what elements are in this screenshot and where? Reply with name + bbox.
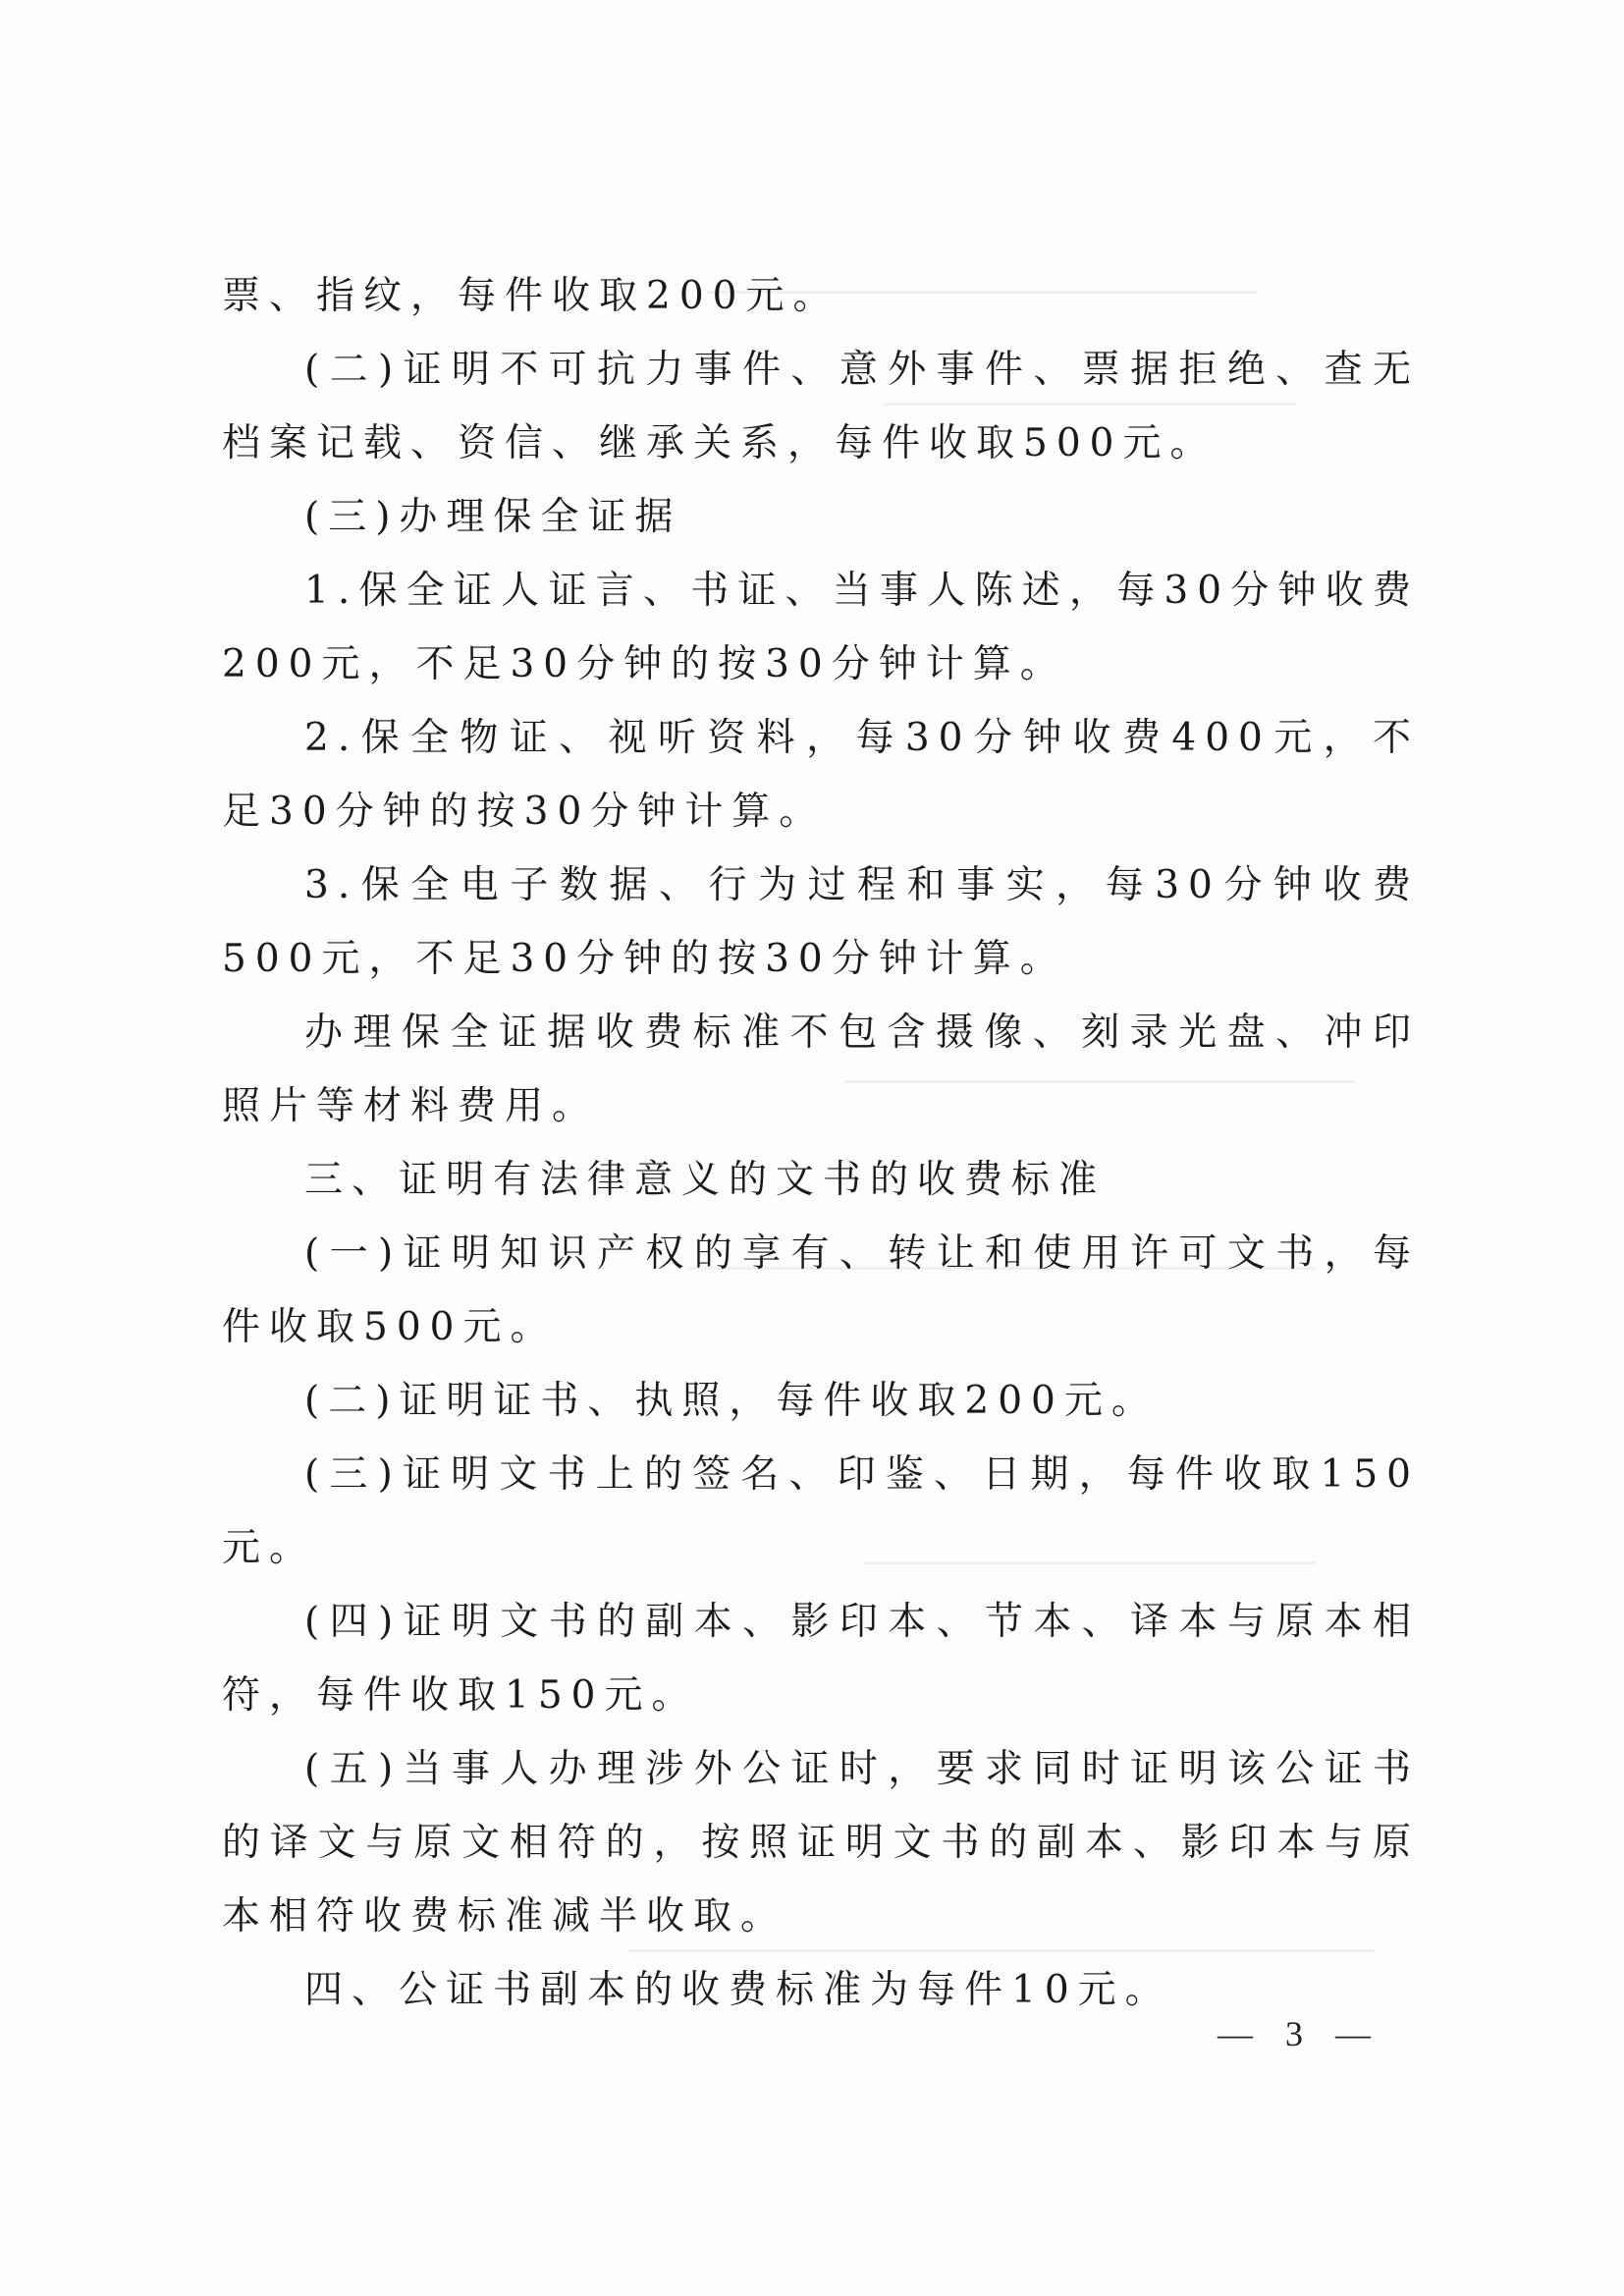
section-heading: 三、证明有法律意义的文书的收费标准 — [304, 1158, 1107, 1202]
paragraph: 办理保全证据收费标准不包含摄像、刻录光盘、冲印照片等材料费用。 — [222, 1011, 1420, 1128]
paragraph: 1.保全证人证言、书证、当事人陈述，每30分钟收费200元，不足30分钟的按30分钟计算。 — [222, 569, 1420, 686]
paragraph: (四)证明文书的副本、影印本、节本、译本与原本相符，每件收取150元。 — [222, 1600, 1420, 1718]
document-body — [222, 259, 1420, 2027]
paragraph: (二)证明不可抗力事件、意外事件、票据拒绝、查无档案记载、资信、继承关系，每件收取500元。 — [222, 348, 1420, 465]
paragraph: (二)证明证书、执照，每件收取200元。 — [304, 1379, 1159, 1423]
page-number: — 3 — — [1218, 2014, 1382, 2053]
paragraph: (一)证明知识产权的享有、转让和使用许可文书，每件收取500元。 — [222, 1231, 1420, 1349]
paragraph: (三)办理保全证据 — [304, 495, 682, 539]
paragraph: (三)证明文书上的签名、印鉴、日期，每件收取150元。 — [222, 1452, 1420, 1570]
paragraph: (五)当事人办理涉外公证时，要求同时证明该公证书的译文与原文相符的，按照证明文书的副本、影印本与原本相符收费标准减半收取。 — [222, 1747, 1420, 1939]
paragraph: 票、指纹，每件收取200元。 — [222, 274, 840, 318]
paragraph: 2.保全物证、视听资料，每30分钟收费400元，不足30分钟的按30分钟计算。 — [222, 716, 1420, 834]
section-heading: 四、公证书副本的收费标准为每件10元。 — [304, 1968, 1172, 2012]
paragraph: 3.保全电子数据、行为过程和事实，每30分钟收费500元，不足30分钟的按30分钟计算。 — [222, 863, 1420, 981]
